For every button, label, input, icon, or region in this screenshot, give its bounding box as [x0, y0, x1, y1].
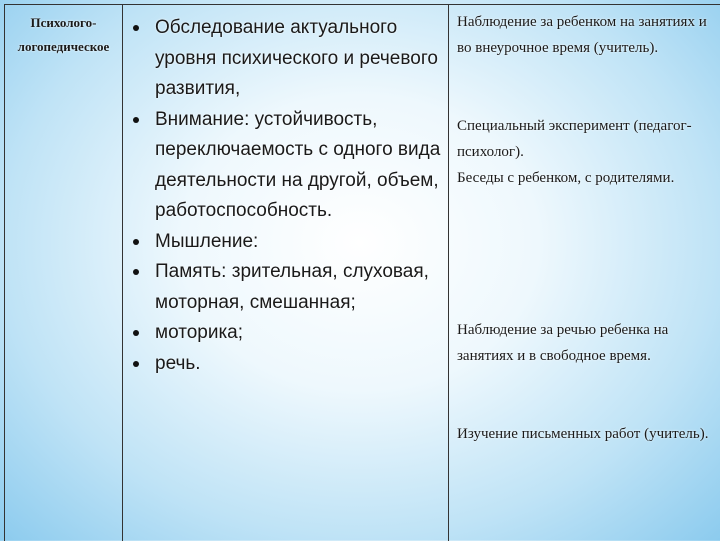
- content-column: [123, 5, 449, 541]
- method-written-works: Изучение письменных работ (учитель).: [457, 426, 709, 442]
- method-experiment: Специальный эксперимент (педагог-психолог).: [457, 118, 692, 160]
- methods-table: [4, 4, 720, 541]
- list-item: Память: зрительная, слуховая, моторная, смешанная;: [131, 257, 442, 318]
- list-item: Внимание: устойчивость, переключаемость с одного вида деятельности на другой, объем, работоспособность.: [131, 105, 442, 227]
- list-item: Мышление:: [131, 227, 442, 258]
- methods-column: [449, 5, 720, 541]
- list-item: моторика;: [131, 318, 442, 349]
- list-item: Обследование актуального уровня психического и речевого развития,: [131, 13, 442, 105]
- content-list: [123, 5, 448, 379]
- area-title: Психолого-логопедическое: [17, 15, 110, 54]
- list-item: речь.: [131, 349, 442, 380]
- method-observation: Наблюдение за ребенком на занятиях и во внеурочное время (учитель).: [457, 14, 707, 56]
- method-conversations: Беседы с ребенком, с родителями.: [457, 170, 675, 186]
- method-speech-observation: Наблюдение за речью ребенка на занятиях и в свободное время.: [457, 322, 669, 364]
- area-column: [5, 5, 123, 541]
